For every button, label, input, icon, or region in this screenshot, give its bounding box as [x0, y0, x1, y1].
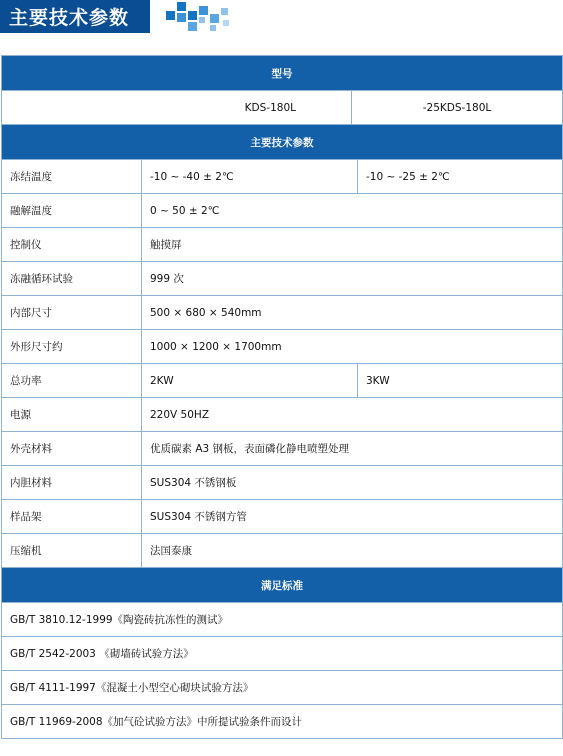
spec-header: 主要技术参数: [2, 125, 563, 160]
model-header: 型号: [2, 56, 563, 91]
spec-label: 总功率: [2, 364, 142, 398]
spec-row: [2, 466, 563, 500]
model-row: [2, 91, 563, 125]
spec-row: [2, 296, 563, 330]
model-cell-2: -25KDS-180L: [352, 91, 563, 125]
spec-value: SUS304 不锈钢方管: [142, 500, 563, 534]
spec-label: 压缩机: [2, 534, 142, 568]
spec-row: [2, 398, 563, 432]
standard-row: [2, 671, 563, 705]
spec-label: 样品架: [2, 500, 142, 534]
spec-value: 220V 50HZ: [142, 398, 563, 432]
standard-item: GB/T 4111-1997《混凝土小型空心砌块试验方法》: [2, 671, 563, 705]
spec-row: [2, 228, 563, 262]
spec-row: [2, 500, 563, 534]
spec-value: SUS304 不锈钢板: [142, 466, 563, 500]
spec-header-row: [2, 125, 563, 160]
spec-value: 0 ~ 50 ± 2℃: [142, 194, 563, 228]
model-header-row: [2, 56, 563, 91]
spec-label: 冻融循环试验: [2, 262, 142, 296]
spec-label: 控制仪: [2, 228, 142, 262]
spec-row: [2, 160, 563, 194]
spec-value: 999 次: [142, 262, 563, 296]
spec-label: 外形尺寸约: [2, 330, 142, 364]
spec-row: [2, 194, 563, 228]
standard-item: GB/T 11969-2008《加气砼试验方法》中所提试验条件而设计: [2, 705, 563, 739]
spec-value: 触摸屏: [142, 228, 563, 262]
spec-label: 电源: [2, 398, 142, 432]
spec-value: 500 × 680 × 540mm: [142, 296, 563, 330]
spec-row: [2, 330, 563, 364]
spec-value: 法国泰康: [142, 534, 563, 568]
standards-header: 满足标准: [2, 568, 563, 603]
spec-row: [2, 364, 563, 398]
spec-value: 1000 × 1200 × 1700mm: [142, 330, 563, 364]
standard-item: GB/T 3810.12-1999《陶瓷砖抗冻性的测试》: [2, 603, 563, 637]
model-cell-1: KDS-180L: [2, 91, 352, 125]
standard-row: [2, 603, 563, 637]
spec-label: 冻结温度: [2, 160, 142, 194]
spec-table: [1, 55, 563, 739]
spec-value: 优质碳素 A3 钢板，表面磷化静电喷塑处理: [142, 432, 563, 466]
spec-value: 2KW: [142, 364, 358, 398]
spec-row: [2, 262, 563, 296]
spec-value: -10 ~ -40 ± 2℃: [142, 160, 358, 194]
spec-value-alt: -10 ~ -25 ± 2℃: [358, 160, 563, 194]
page-title: 主要技术参数: [9, 7, 130, 29]
spec-label: 外壳材料: [2, 432, 142, 466]
spec-label: 融解温度: [2, 194, 142, 228]
standard-row: [2, 705, 563, 739]
standard-row: [2, 637, 563, 671]
spec-row: [2, 432, 563, 466]
spec-label: 内胆材料: [2, 466, 142, 500]
spec-row: [2, 534, 563, 568]
standards-header-row: [2, 568, 563, 603]
spec-value-alt: 3KW: [358, 364, 563, 398]
standard-item: GB/T 2542-2003 《砌墙砖试验方法》: [2, 637, 563, 671]
spec-label: 内部尺寸: [2, 296, 142, 330]
